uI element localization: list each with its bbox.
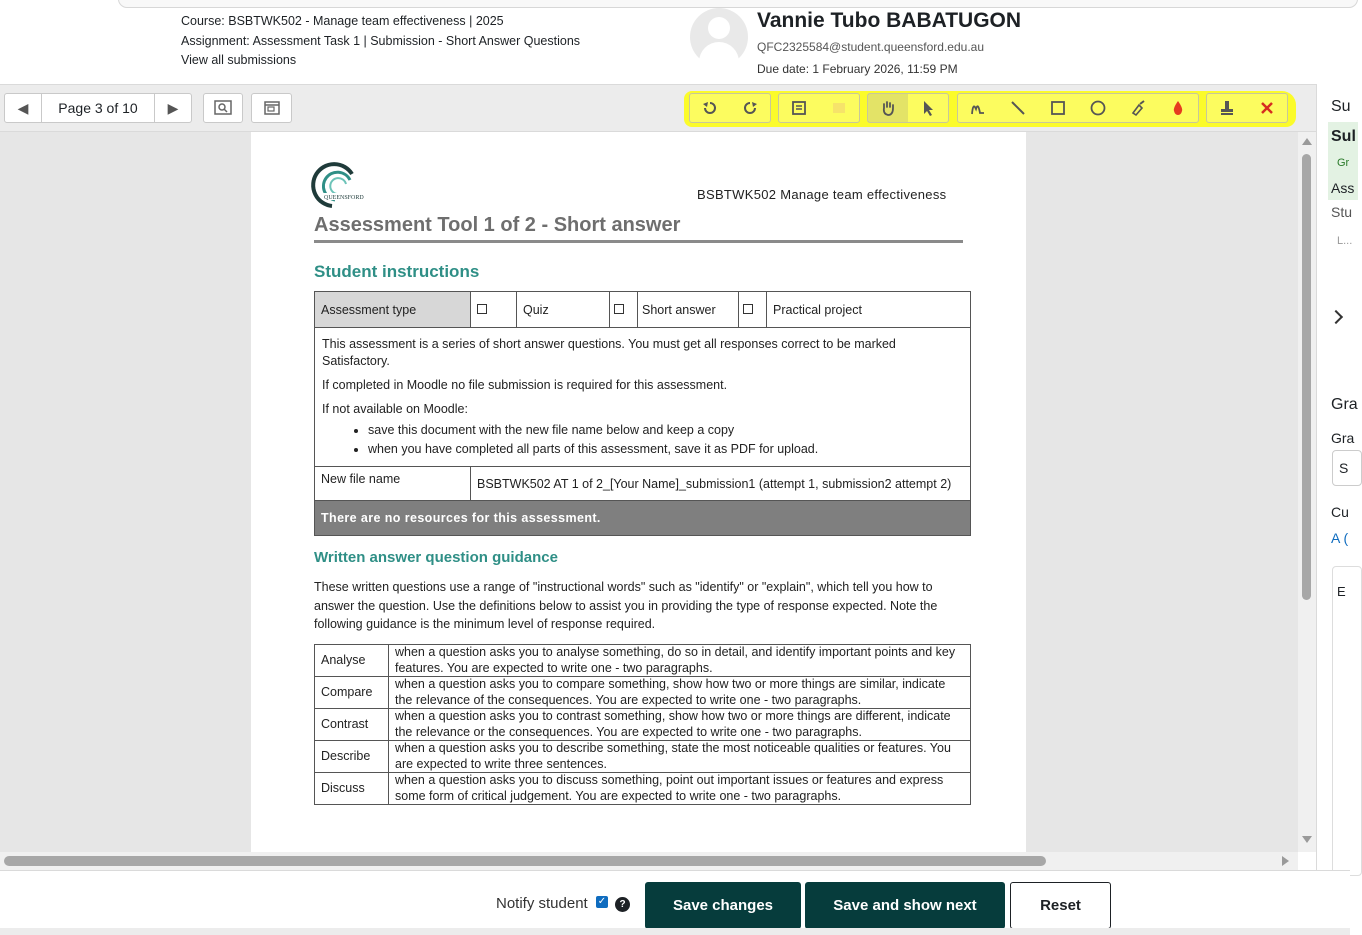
annotation-color-button[interactable] <box>1158 94 1198 122</box>
definition-term: Compare <box>315 677 389 709</box>
footer-bottom-bar <box>0 928 1350 935</box>
definition-term: Describe <box>315 741 389 773</box>
comment-color-button[interactable] <box>819 94 859 122</box>
definition-text: when a question asks you to discuss something, point out important issues or features and express some form of critical judgement. You are expected to write one - two paragraphs. <box>389 773 971 805</box>
instruction-text: This assessment is a series of short answer questions. You must get all responses correct to be marked Satisfactory. <box>322 337 896 368</box>
select-tool-button[interactable] <box>908 94 948 122</box>
rotate-left-button[interactable] <box>690 94 730 122</box>
scrollbar-thumb[interactable] <box>1302 154 1311 600</box>
color-swatch-icon <box>830 99 848 117</box>
student-instructions-heading: Student instructions <box>314 262 480 281</box>
checkbox-icon <box>614 304 624 314</box>
next-page-button[interactable]: ▶ <box>154 93 192 123</box>
notify-student-checkbox[interactable]: ✓ <box>597 896 607 907</box>
quiz-checkbox-cell <box>471 292 517 328</box>
type-quiz: Quiz <box>517 292 610 328</box>
table-row <box>315 741 971 773</box>
pdf-viewer[interactable] <box>0 132 1316 852</box>
submission-status: Sul <box>1331 128 1356 145</box>
document-title: Assessment Tool 1 of 2 - Short answer <box>314 214 681 236</box>
loading-text: L... <box>1337 235 1353 247</box>
table-row <box>315 677 971 709</box>
graded-badge: Gr <box>1337 157 1350 169</box>
student-label: Stu <box>1331 204 1353 220</box>
due-date: Due date: 1 February 2026, 11:59 PM <box>757 62 958 76</box>
definition-term: Discuss <box>315 773 389 805</box>
scroll-up-icon[interactable] <box>1302 138 1312 145</box>
comment-tool-group <box>778 93 860 123</box>
view-all-submissions-link[interactable]: View all submissions <box>181 53 297 67</box>
definition-text: when a question asks you to contrast something, show how two or more things are different, indicate the relevance or the consequences. You are expected to write one - two paragraphs. <box>389 709 971 741</box>
delete-annotation-button[interactable] <box>1247 94 1287 122</box>
chevron-right-icon[interactable] <box>1329 310 1343 324</box>
instruction-text: If not available on Moodle: <box>322 402 468 416</box>
current-grade-label: Cu <box>1331 504 1349 520</box>
title-divider <box>314 240 963 243</box>
rectangle-icon <box>1049 99 1067 117</box>
table-row <box>315 645 971 677</box>
assessment-info-table <box>314 291 971 536</box>
stamp-tool-button[interactable] <box>1207 94 1247 122</box>
instruction-text: If completed in Moodle no file submission is required for this assessment. <box>322 378 728 392</box>
stamp-icon <box>1218 99 1236 117</box>
pen-icon <box>969 99 987 117</box>
list-item: • when you have completed all parts of this assessment, save it as PDF for upload. <box>368 441 963 457</box>
grade-label: Gra <box>1331 430 1355 446</box>
definition-term: Analyse <box>315 645 389 677</box>
rotate-right-button[interactable] <box>730 94 770 122</box>
user-avatar-icon[interactable] <box>690 8 748 66</box>
save-and-show-next-button[interactable]: Save and show next <box>805 882 1005 929</box>
color-drop-icon <box>1169 99 1187 117</box>
pdf-page[interactable] <box>251 132 1026 892</box>
drawing-tool-group <box>957 93 1199 123</box>
feedback-editor[interactable] <box>1332 566 1362 876</box>
navigation-tool-group <box>867 93 949 123</box>
document-unit-header: BSBTWK502 Manage team effectiveness <box>697 187 947 202</box>
page-selector[interactable]: Page 3 of 10 <box>42 93 154 123</box>
window-icon <box>263 100 281 116</box>
comment-tool-button[interactable] <box>779 94 819 122</box>
current-grade-link[interactable]: A ( <box>1331 530 1349 546</box>
rotate-tool-group <box>689 93 771 123</box>
line-icon <box>1009 99 1027 117</box>
new-file-name-label: New file name <box>315 467 471 501</box>
feedback-editor-label: E <box>1337 584 1346 599</box>
definition-term: Contrast <box>315 709 389 741</box>
definition-text: when a question asks you to analyse something, do so in detail, and identify important points and key features. You are expected to write one - two paragraphs. <box>389 645 971 677</box>
submission-heading: Su <box>1331 98 1351 115</box>
grading-panel <box>1316 84 1358 870</box>
course-info <box>181 12 580 71</box>
new-file-name-value: BSBTWK502 AT 1 of 2_[Your Name]_submission1 (attempt 1, submission2 attempt 2) <box>471 467 971 501</box>
search-comments-button[interactable] <box>203 93 243 123</box>
scrollbar-thumb[interactable] <box>4 856 1046 866</box>
definition-text: when a question asks you to describe something, state the most noticeable qualities or features. You are expected to write three sentences. <box>389 741 971 773</box>
vertical-scrollbar[interactable] <box>1298 132 1316 852</box>
queensford-logo-icon <box>306 160 370 210</box>
grader-header <box>0 0 1350 84</box>
table-row <box>315 773 971 805</box>
rotate-right-icon <box>741 99 759 117</box>
expand-comments-button[interactable] <box>251 93 292 123</box>
svg-text:QUEENSFORD: QUEENSFORD <box>324 195 364 201</box>
line-tool-button[interactable] <box>998 94 1038 122</box>
student-name[interactable]: Vannie Tubo BABATUGON <box>757 9 1022 32</box>
scroll-down-icon[interactable] <box>1302 836 1312 843</box>
close-icon <box>1258 99 1276 117</box>
annotation-toolbar <box>0 84 1316 132</box>
grade-heading: Gra <box>1331 396 1358 413</box>
list-item: • save this document with the new file name below and keep a copy <box>368 422 963 438</box>
course-link[interactable]: Course: BSBTWK502 - Manage team effectiveness | 2025 <box>181 14 504 28</box>
rectangle-tool-button[interactable] <box>1038 94 1078 122</box>
scroll-right-icon[interactable] <box>1282 856 1289 866</box>
comment-icon <box>790 99 808 117</box>
student-email: QFC2325584@student.queensford.edu.au <box>757 40 985 54</box>
help-icon[interactable]: ? <box>615 897 630 912</box>
pan-tool-button[interactable] <box>868 94 908 122</box>
definition-text: when a question asks you to compare something, show how two or more things are similar, indicate the relevance of the consequences. You are expected to write one - two paragraphs. <box>389 677 971 709</box>
notify-student-label: Notify student <box>496 895 588 912</box>
cursor-icon <box>919 99 937 117</box>
definitions-table <box>314 644 971 805</box>
assessment-type-label: Assessment type <box>315 292 471 328</box>
type-short-answer: Short answer <box>638 292 739 328</box>
save-changes-button[interactable]: Save changes <box>645 882 801 929</box>
reset-button[interactable]: Reset <box>1010 882 1111 929</box>
oval-icon <box>1089 99 1107 117</box>
previous-page-button[interactable]: ◀ <box>4 93 42 123</box>
resources-note: There are no resources for this assessment. <box>315 501 971 536</box>
written-guidance-heading: Written answer question guidance <box>314 549 558 566</box>
guidance-paragraph: These written questions use a range of "instructional words" such as "identify" or "explain", which tell you how to answer the question. Use the definitions below to assist you in providing the type of response expected. Note the following guidance is the minimum level of response required. <box>314 580 938 631</box>
highlight-tool-button[interactable] <box>1118 94 1158 122</box>
short-answer-checkbox-cell <box>610 292 638 328</box>
pen-tool-button[interactable] <box>958 94 998 122</box>
table-row <box>315 709 971 741</box>
checkbox-icon <box>743 304 753 314</box>
grader-footer <box>0 870 1350 935</box>
search-icon <box>214 100 232 116</box>
type-practical-project: Practical project <box>767 292 971 328</box>
instructions-cell <box>315 328 971 467</box>
practical-checkbox-cell <box>739 292 767 328</box>
stamp-tool-group <box>1206 93 1288 123</box>
hand-icon <box>879 99 897 117</box>
instruction-bullets <box>368 422 963 457</box>
grade-select[interactable]: S <box>1332 450 1362 486</box>
checkbox-icon <box>477 304 487 314</box>
rotate-left-icon <box>701 99 719 117</box>
horizontal-scrollbar[interactable] <box>0 852 1298 870</box>
highlighter-icon <box>1129 99 1147 117</box>
assignment-status: Ass <box>1331 180 1355 196</box>
oval-tool-button[interactable] <box>1078 94 1118 122</box>
assignment-link[interactable]: Assignment: Assessment Task 1 | Submission - Short Answer Questions <box>181 33 581 48</box>
